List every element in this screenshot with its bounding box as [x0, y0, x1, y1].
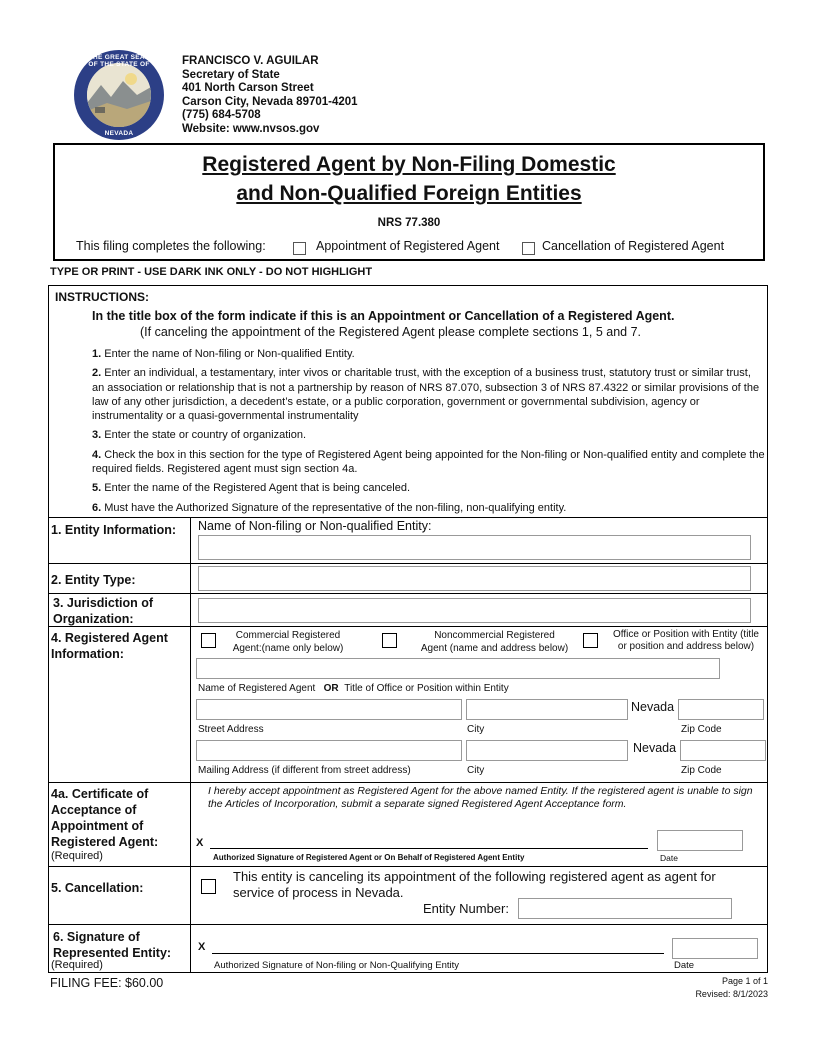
instruction-item: 4. Check the box in this section for the type of Registered Agent being appointed for the Non-filing or Non-qualified entity and complete the required fields. Registered agent must sign section 4a. [92, 448, 765, 476]
instructions-intro: In the title box of the form indicate if this is an Appointment or Cancellation of a Registered Agent. [92, 309, 675, 323]
office-position-label: Office or Position with Entity (title or position and address below) [613, 629, 759, 652]
section4a-label-line3: Appointment of [51, 819, 144, 833]
section3-label-line1: 3. Jurisdiction of [53, 596, 154, 610]
section4a-label-line2: Acceptance of [51, 803, 137, 817]
street-city-caption: City [467, 724, 485, 735]
entity-name-label: Name of Non-filing or Non-qualified Entity: [198, 519, 432, 533]
commercial-agent-label: Commercial Registered Agent:(name only below) [232, 630, 344, 654]
section4-label-line1: 4. Registered Agent [51, 631, 168, 645]
mailing-zip-caption: Zip Code [681, 765, 722, 776]
title-box [53, 143, 765, 261]
instruction-item: 3. Enter the state or country of organization. [92, 429, 307, 442]
section4a-required: (Required) [51, 850, 103, 862]
section5-label: 5. Cancellation: [51, 881, 144, 895]
filing-fee: FILING FEE: $60.00 [50, 976, 164, 990]
instructions-heading: INSTRUCTIONS: [55, 290, 149, 304]
agent-name-caption: Name of Registered Agent OR Title of Office or Position within Entity [198, 683, 509, 694]
mailing-state: Nevada [633, 741, 677, 755]
row-divider [48, 782, 768, 783]
state-seal [74, 50, 164, 140]
agent-signature-date-input[interactable] [657, 830, 743, 851]
entity-signature-line[interactable] [212, 953, 664, 954]
section4a-label-line4: Registered Agent: [51, 835, 159, 849]
completes-label: This filing completes the following: [76, 239, 266, 253]
instructions-intro-paren: (If canceling the appointment of the Registered Agent please complete sections 1, 5 and 7. [140, 325, 642, 339]
form-title-line1: Registered Agent by Non-Filing Domestic [202, 153, 616, 176]
noncommercial-agent-checkbox[interactable] [382, 633, 397, 648]
mailing-city-input[interactable] [466, 740, 628, 761]
section4-label-line2: Information: [51, 647, 124, 661]
cancellation-statement: This entity is canceling its appointment of the following registered agent as agent for service of process in Nevada. [233, 869, 716, 900]
section6-required: (Required) [51, 959, 103, 971]
revision-date: Revised: 8/1/2023 [695, 989, 768, 999]
instruction-item: 6. Must have the Authorized Signature of the representative of the non-filing, non-qualifying entity. [92, 501, 567, 514]
entity-signature-caption: Authorized Signature of Non-filing or Non-Qualifying Entity [214, 960, 460, 971]
street-address-input[interactable] [196, 699, 462, 720]
agent-signature-line[interactable] [210, 848, 648, 849]
nrs-reference: NRS 77.380 [377, 217, 441, 229]
mailing-address-input[interactable] [196, 740, 462, 761]
row-divider [48, 563, 768, 564]
instruction-item: 1. Enter the name of Non-filing or Non-qualified Entity. [92, 348, 355, 360]
office-city: Carson City, Nevada 89701-4201 [182, 95, 358, 108]
cancellation-agent-checkbox[interactable] [201, 879, 216, 894]
entity-number-input[interactable] [518, 898, 732, 919]
entity-signature-x-mark: X [198, 941, 206, 953]
row-divider [48, 593, 768, 594]
entity-number-label: Entity Number: [423, 901, 509, 916]
secretary-title: Secretary of State [182, 68, 280, 81]
acceptance-statement: I hereby accept appointment as Registered Agent for the above named Entity. If the registered agent is unable to sign the Articles of Incorporation, submit a separate signed Registered Agent Acceptance form. [208, 785, 753, 810]
section2-label: 2. Entity Type: [51, 573, 136, 587]
section3-label-line2: Organization: [53, 612, 134, 626]
entity-date-caption: Date [674, 960, 695, 971]
street-zip-input[interactable] [678, 699, 764, 720]
seal-landscape-icon [87, 63, 151, 127]
cancellation-checkbox[interactable] [522, 242, 535, 255]
row-divider [48, 924, 768, 925]
seal-text-top: THE GREAT SEAL OF THE STATE OF [88, 54, 150, 68]
mailing-city-caption: City [467, 765, 485, 776]
office-address: 401 North Carson Street [182, 82, 314, 95]
street-state: Nevada [631, 700, 675, 714]
type-notice: TYPE OR PRINT - USE DARK INK ONLY - DO NOT HIGHLIGHT [50, 266, 373, 278]
row-divider [48, 626, 768, 627]
office-phone: (775) 684-5708 [182, 109, 261, 122]
office-website[interactable]: Website: www.nvsos.gov [182, 123, 320, 135]
appointment-label: Appointment of Registered Agent [316, 239, 500, 253]
instructions-list [92, 347, 766, 515]
section6-label-line2: Represented Entity: [53, 946, 172, 960]
jurisdiction-input[interactable] [198, 598, 751, 623]
mailing-zip-input[interactable] [680, 740, 766, 761]
entity-signature-date-input[interactable] [672, 938, 758, 959]
commercial-agent-checkbox[interactable] [201, 633, 216, 648]
street-zip-caption: Zip Code [681, 724, 722, 735]
seal-center [87, 63, 151, 127]
street-city-input[interactable] [466, 699, 628, 720]
seal-text-bottom: NEVADA [104, 130, 134, 137]
signature-x-mark: X [196, 837, 204, 849]
entity-type-input[interactable] [198, 566, 751, 591]
agent-signature-caption: Authorized Signature of Registered Agent or On Behalf of Registered Agent Entity [213, 853, 525, 862]
office-position-checkbox[interactable] [583, 633, 598, 648]
appointment-checkbox[interactable] [293, 242, 306, 255]
form-title-line2: and Non-Qualified Foreign Entities [236, 182, 582, 205]
row-divider [48, 866, 768, 867]
instruction-item: 2. Enter an individual, a testamentary, inter vivos or charitable trust, with the exception of a business trust, statutory trust or similar trust, an association or relationship that is not a partnership by reason of NRS 87.070, subsection 3 of NRS 87.4322 or similar provisions of the law of any other jurisdiction, a decedent’s estate, or a public corporation, government or governmental subdivision, agency or instrumentality or a quasi-governmental instrumentality [92, 367, 760, 423]
street-address-caption: Street Address [198, 724, 264, 735]
row-divider [48, 517, 768, 518]
secretary-name: FRANCISCO V. AGUILAR [182, 55, 319, 67]
section4a-label-line1: 4a. Certificate of [51, 787, 149, 801]
agent-date-caption: Date [660, 853, 678, 863]
section6-label-line1: 6. Signature of [53, 930, 140, 944]
section1-label: 1. Entity Information: [51, 523, 176, 537]
instruction-item: 5. Enter the name of the Registered Agent that is being canceled. [92, 482, 411, 495]
entity-name-input[interactable] [198, 535, 751, 560]
page-number: Page 1 of 1 [721, 976, 768, 986]
cancellation-label: Cancellation of Registered Agent [542, 239, 725, 253]
noncommercial-agent-label: Noncommercial Registered Agent (name and address below) [420, 630, 569, 654]
registered-agent-name-input[interactable] [196, 658, 720, 679]
column-divider [190, 517, 191, 973]
mailing-address-caption: Mailing Address (if different from street address) [198, 765, 411, 776]
